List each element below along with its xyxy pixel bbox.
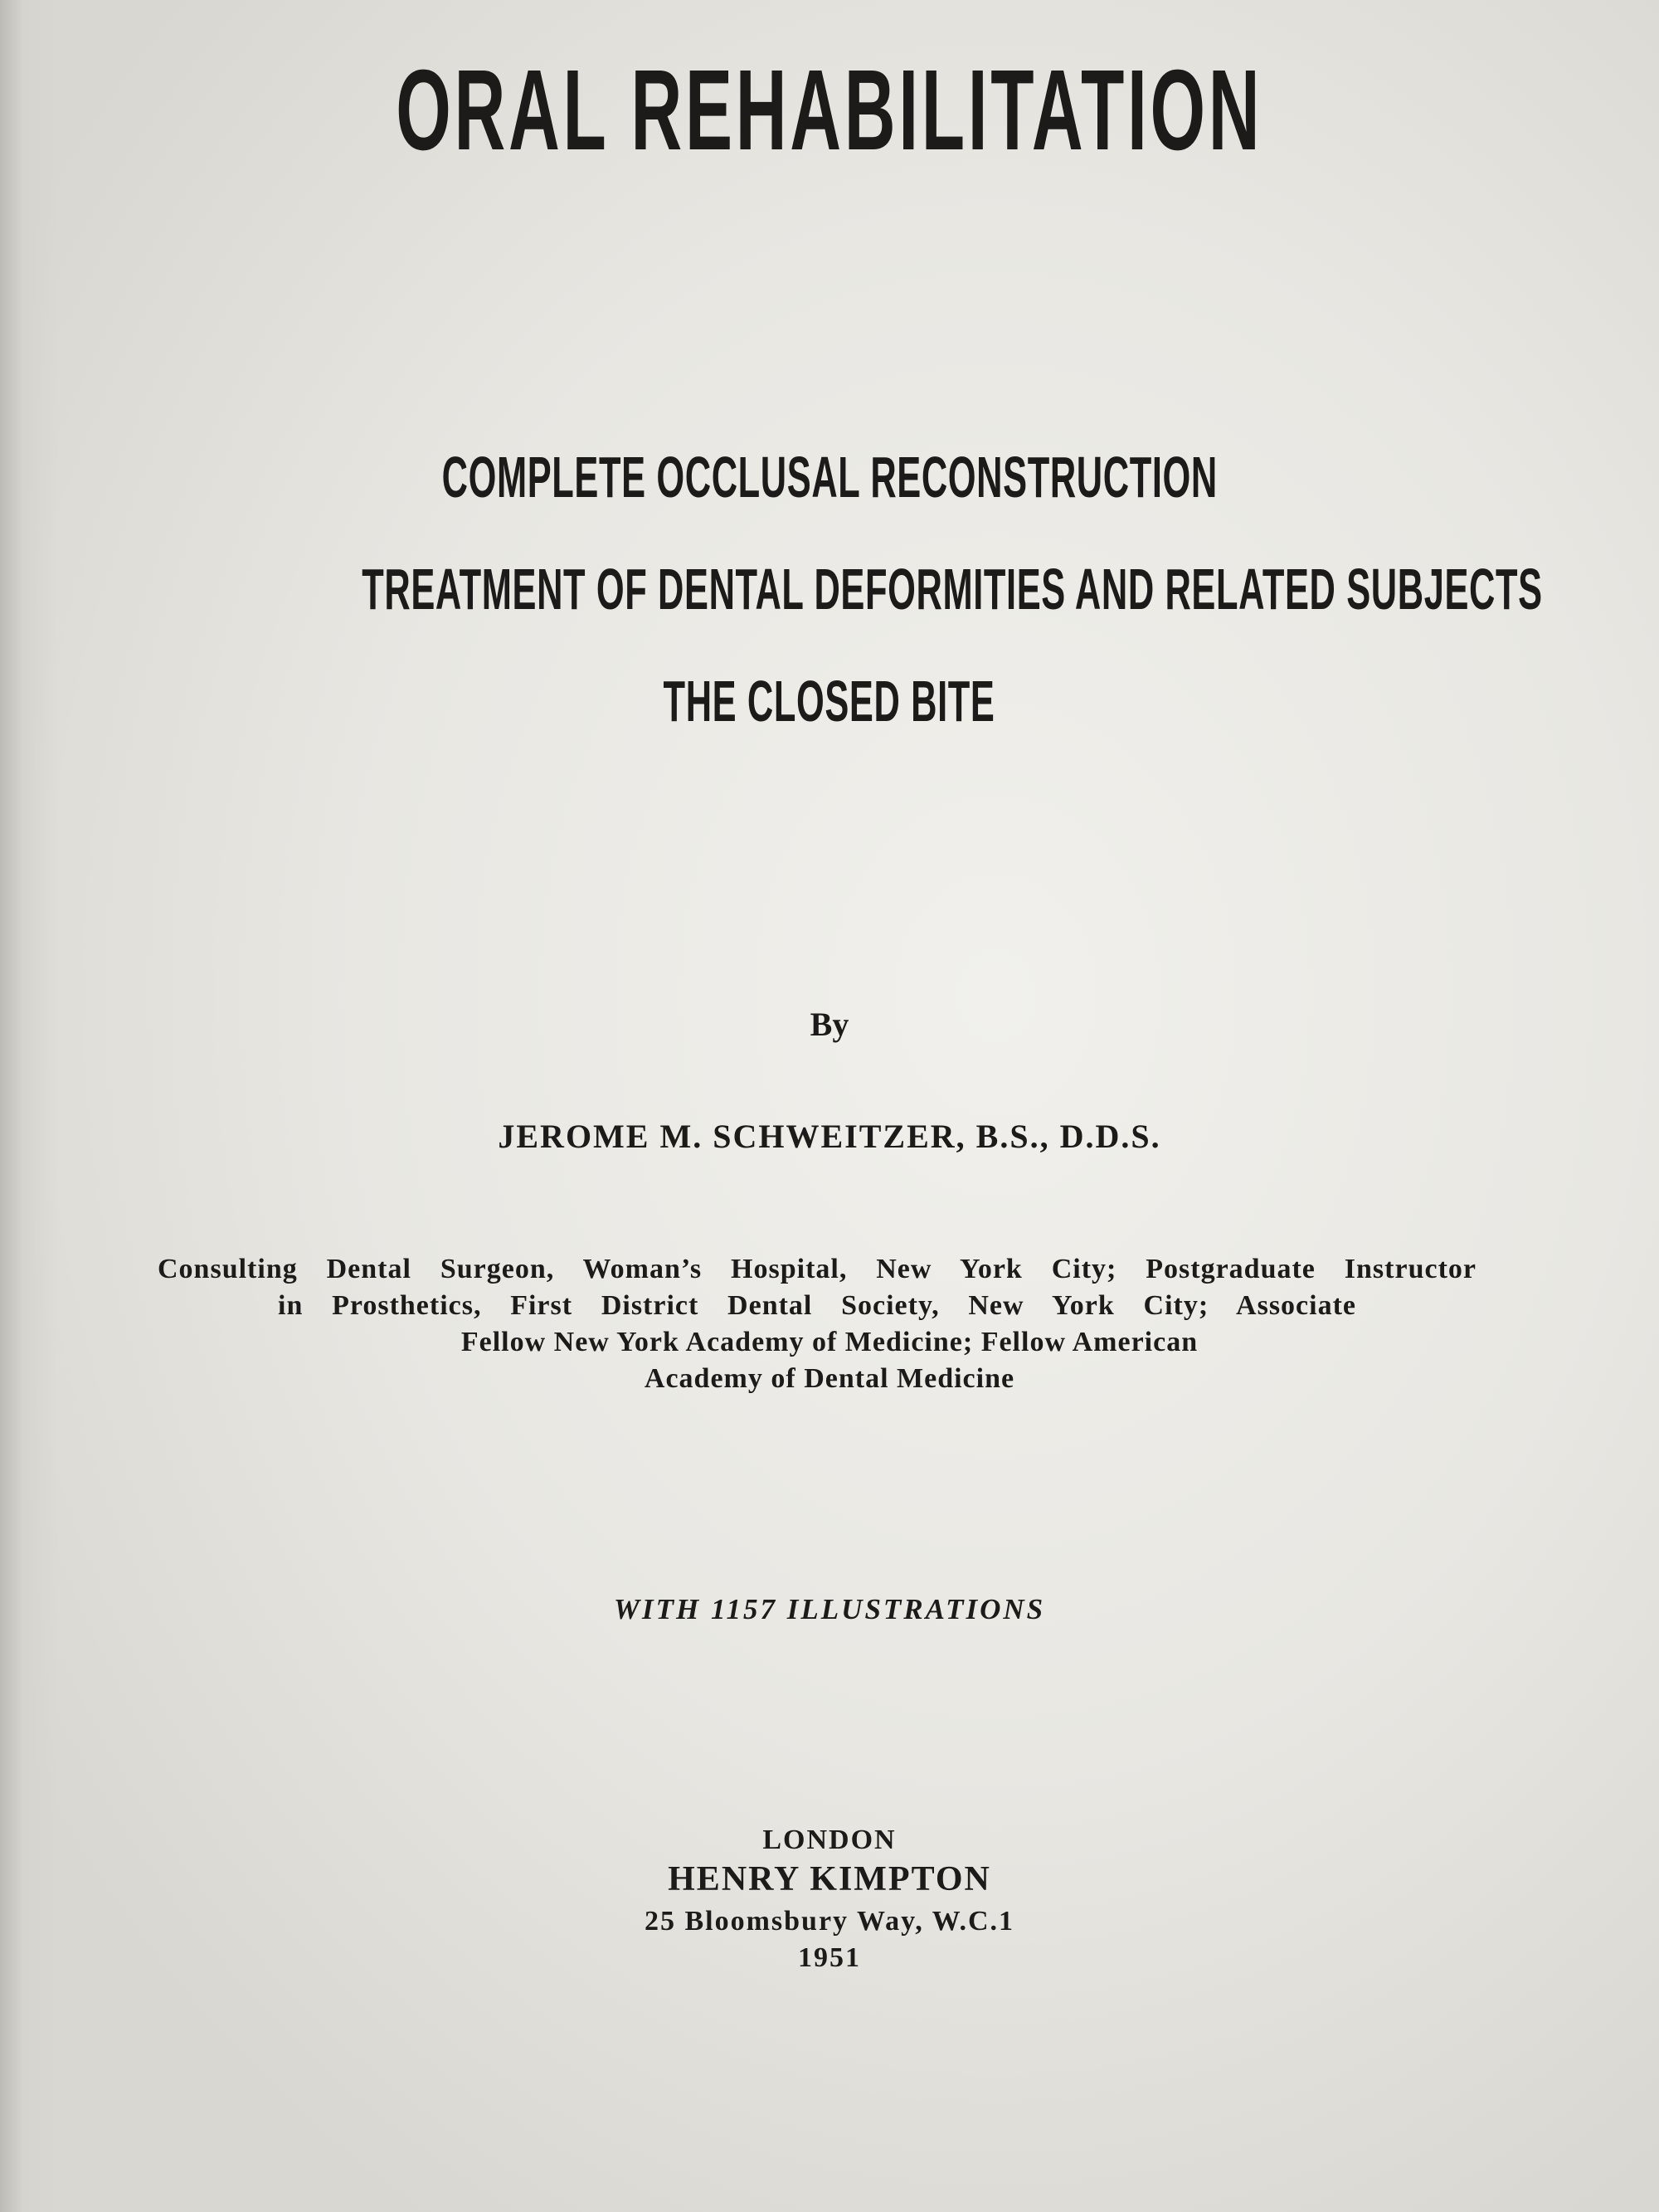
subtitle-3	[0, 668, 1659, 734]
author-name: JEROME M. SCHWEITZER, B.S., D.D.S.	[498, 1118, 1161, 1155]
imprint-city: LONDON	[762, 1825, 897, 1855]
credentials-line-1: Consulting Dental Surgeon, Woman’s Hospital, New York City; Postgraduate Instructor	[158, 1254, 1477, 1284]
subtitle-3-text: THE CLOSED BITE	[664, 669, 995, 733]
imprint-publisher: HENRY KIMPTON	[668, 1860, 991, 1898]
subtitle-2	[0, 556, 1659, 622]
subtitle-1-text: COMPLETE OCCLUSAL RECONSTRUCTION	[441, 445, 1218, 509]
book-title-text: ORAL REHABILITATION	[396, 46, 1263, 174]
credentials-line-2: in Prosthetics, First District Dental Society, New York City; Associate	[278, 1290, 1356, 1321]
credentials-line-3: Fellow New York Academy of Medicine; Fellow American	[460, 1327, 1199, 1357]
illustrations-note: WITH 1157 ILLUSTRATIONS	[613, 1593, 1046, 1625]
imprint-address: 25 Bloomsbury Way, W.C.1	[644, 1906, 1015, 1937]
imprint-year: 1951	[798, 1942, 861, 1973]
credentials-line-4: Academy of Dental Medicine	[644, 1363, 1015, 1394]
subtitle-2-text: TREATMENT OF DENTAL DEFORMITIES AND RELATED SUBJECTS	[362, 557, 1543, 621]
subtitle-1	[0, 444, 1659, 510]
by-label: By	[810, 1006, 849, 1043]
book-title	[0, 48, 1659, 173]
